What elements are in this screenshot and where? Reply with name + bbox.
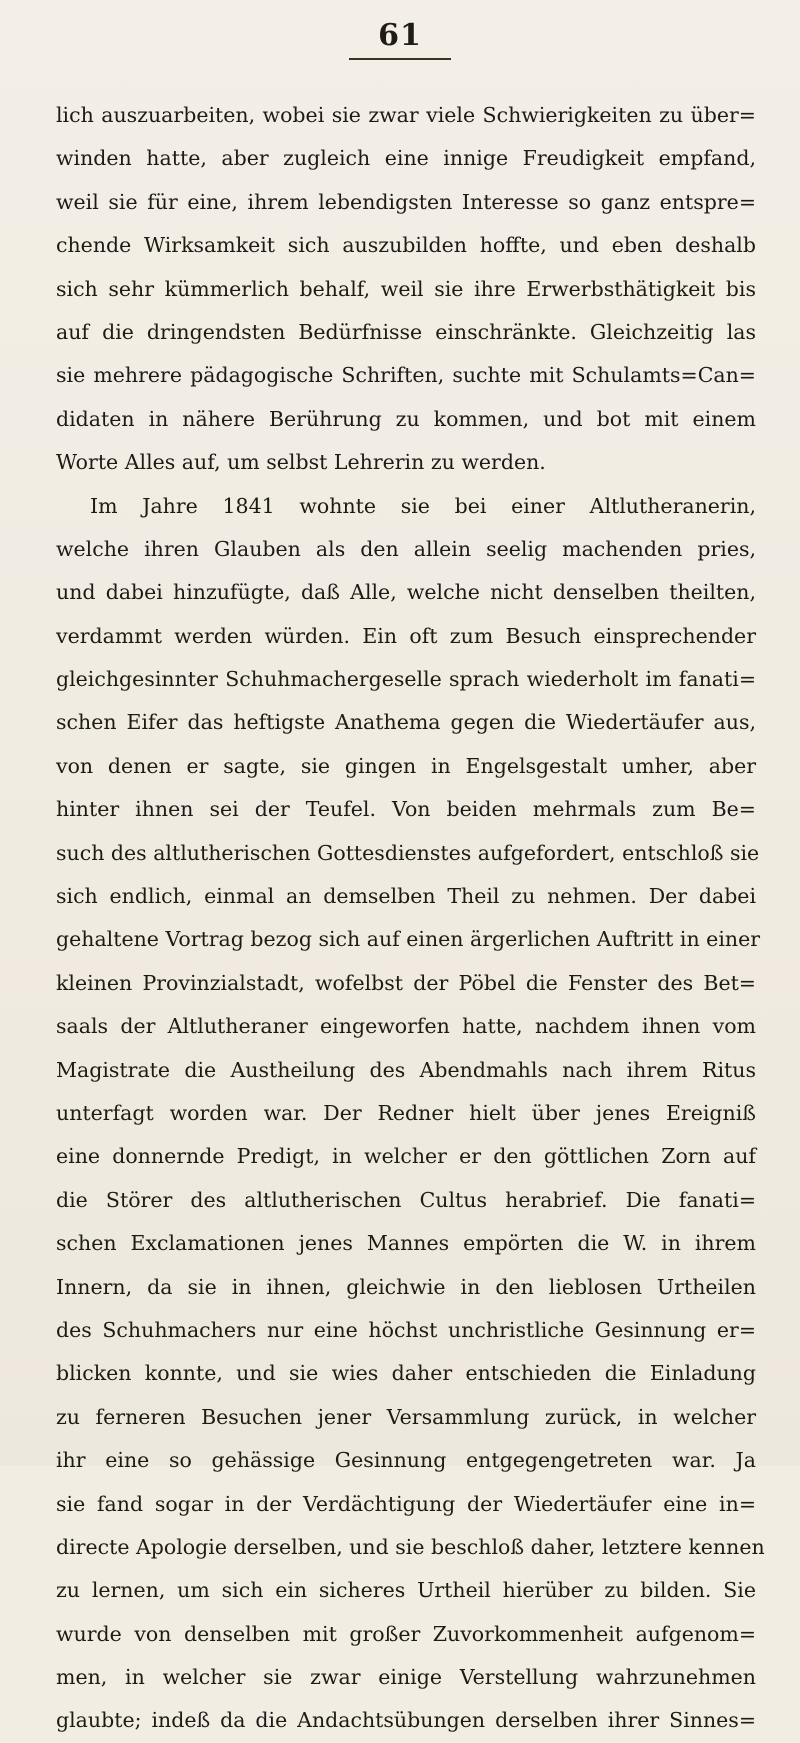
- text-line: men, in welcher sie zwar einige Verstellung wahrzunehmen: [56, 1665, 756, 1690]
- text-line: directe Apologie derselben, und sie beschloß daher, letztere kennen: [56, 1534, 765, 1559]
- text-line: schen Eifer das heftigste Anathema gegen die Wiedertäufer aus,: [56, 710, 756, 735]
- text-line: sich sehr kümmerlich behalf, weil sie ihre Erwerbsthätigkeit bis: [56, 276, 756, 301]
- text-line: verdammt werden würden. Ein oft zum Besuch einsprechender: [56, 623, 756, 648]
- text-line: von denen er sagte, sie gingen in Engelsgestalt umher, aber: [56, 753, 756, 778]
- text-line: schen Exclamationen jenes Mannes empörten die W. in ihrem: [56, 1231, 756, 1256]
- text-line: didaten in nähere Berührung zu kommen, und bot mit einem: [56, 406, 756, 431]
- text-line: gehaltene Vortrag bezog sich auf einen ärgerlichen Auftritt in einer: [56, 927, 761, 952]
- text-line: sie mehrere pädagogische Schriften, suchte mit Schulamts=Can=: [56, 363, 756, 388]
- text-line: Innern, da sie in ihnen, gleichwie in den lieblosen Urtheilen: [56, 1274, 756, 1299]
- text-line: Magistrate die Austheilung des Abendmahls nach ihrem Ritus: [56, 1057, 756, 1082]
- text-line: hinter ihnen sei der Teufel. Von beiden mehrmals zum Be=: [56, 797, 756, 822]
- text-line: eine donnernde Predigt, in welcher er den göttlichen Zorn auf: [56, 1144, 756, 1169]
- text-line: such des altlutherischen Gottesdienstes aufgefordert, entschloß sie: [56, 840, 760, 865]
- text-line: lich auszuarbeiten, wobei sie zwar viele Schwierigkeiten zu über=: [56, 103, 756, 127]
- page-number: 61: [378, 18, 422, 53]
- text-line: glaubte; indeß da die Andachtsübungen derselben ihrer Sinnes=: [56, 1708, 756, 1733]
- text-line: welche ihren Glauben als den allein seelig machenden pries,: [56, 536, 756, 561]
- body-text: [56, 94, 765, 1743]
- text-line: chende Wirksamkeit sich auszubilden hoffte, und eben deshalb: [56, 233, 756, 258]
- page-number-underline: [349, 58, 451, 60]
- text-line: zu ferneren Besuchen jener Versammlung zurück, in welcher: [56, 1404, 756, 1429]
- text-line: sie fand sogar in der Verdächtigung der Wiedertäufer eine in=: [56, 1491, 756, 1516]
- text-line: des Schuhmachers nur eine höchst unchristliche Gesinnung er=: [56, 1317, 756, 1342]
- text-line: saals der Altlutheraner eingeworfen hatte, nachdem ihnen vom: [56, 1014, 756, 1039]
- text-line: ihr eine so gehässige Gesinnung entgegengetreten war. Ja: [56, 1448, 756, 1473]
- text-line: zu lernen, um sich ein sicheres Urtheil hierüber zu bilden. Sie: [56, 1578, 756, 1603]
- text-line: weil sie für eine, ihrem lebendigsten Interesse so ganz entspre=: [56, 189, 756, 214]
- text-line: sich endlich, einmal an demselben Theil zu nehmen. Der dabei: [56, 884, 756, 909]
- text-line: blicken konnte, und sie wies daher entschieden die Einladung: [56, 1361, 756, 1386]
- text-line: wurde von denselben mit großer Zuvorkommenheit aufgenom=: [56, 1621, 756, 1646]
- text-line: gleichgesinnter Schuhmachergeselle sprach wiederholt im fanati=: [56, 667, 756, 692]
- text-line: auf die dringendsten Bedürfnisse einschränkte. Gleichzeitig las: [56, 319, 756, 344]
- text-line: unterfagt worden war. Der Redner hielt über jenes Ereigniß: [56, 1100, 756, 1125]
- text-line: die Störer des altlutherischen Cultus herabrief. Die fanati=: [56, 1187, 756, 1212]
- paragraph-end-line: Worte Alles auf, um selbst Lehrerin zu werden.: [56, 450, 546, 475]
- text-line: und dabei hinzufügte, daß Alle, welche nicht denselben theilten,: [56, 580, 756, 605]
- text-line: winden hatte, aber zugleich eine innige Freudigkeit empfand,: [56, 146, 756, 171]
- text-line: kleinen Provinzialstadt, wofelbst der Pöbel die Fenster des Bet=: [56, 970, 756, 995]
- paragraph-start-line: Im Jahre 1841 wohnte sie bei einer Altlutheranerin,: [90, 493, 756, 518]
